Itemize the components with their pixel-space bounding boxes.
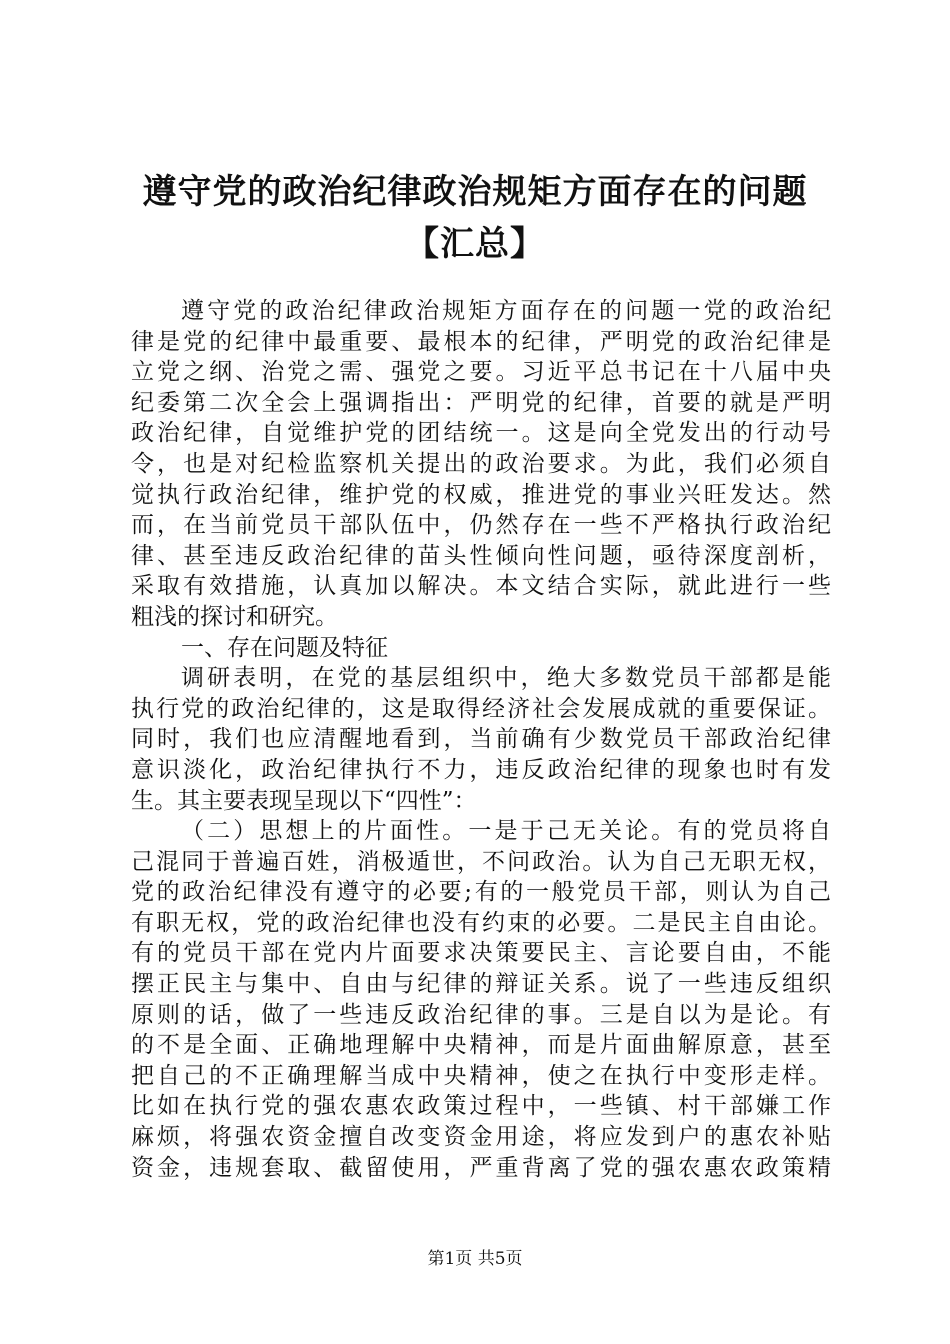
paragraph-line: 摆正民主与集中、自由与纪律的辩证关系。说了一些违反组织 — [131, 971, 831, 998]
paragraph-line: 执行党的政治纪律的，这是取得经济社会发展成就的重要保证。 — [131, 695, 831, 722]
paragraph-line: 党的政治纪律没有遵守的必要;有的一般党员干部，则认为自己 — [131, 879, 831, 906]
paragraph-line: （二）思想上的片面性。一是于己无关论。有的党员将自 — [181, 818, 831, 845]
section-heading: 一、存在问题及特征 — [181, 634, 388, 661]
document-body — [131, 296, 831, 1183]
paragraph-line: 有职无权，党的政治纪律也没有约束的必要。二是民主自由论。 — [131, 909, 831, 936]
paragraph-line: 令，也是对纪检监察机关提出的政治要求。为此，我们必须自 — [131, 450, 831, 477]
paragraph-line: 觉执行政治纪律，维护党的权威，推进党的事业兴旺发达。然 — [131, 481, 831, 508]
paragraph-line: 的不是全面、正确地理解中央精神，而是片面曲解原意，甚至 — [131, 1032, 831, 1059]
paragraph-line: 己混同于普遍百姓，消极遁世，不问政治。认为自己无职无权， — [131, 848, 831, 875]
page-footer: 第1页 共5页 — [427, 1249, 523, 1269]
paragraph-line: 生。其主要表现呈现以下“四性”： — [131, 787, 477, 814]
paragraph-line: 政治纪律，自觉维护党的团结统一。这是向全党发出的行动号 — [131, 420, 831, 447]
paragraph-line: 采取有效措施，认真加以解决。本文结合实际，就此进行一些 — [131, 573, 831, 600]
document-title-line-2: 【汇总】 — [405, 224, 545, 264]
paragraph-line: 粗浅的探讨和研究。 — [131, 603, 338, 630]
paragraph-line: 把自己的不正确理解当成中央精神，使之在执行中变形走样。 — [131, 1062, 831, 1089]
paragraph-line: 遵守党的政治纪律政治规矩方面存在的问题一党的政治纪 — [181, 298, 831, 324]
paragraph-line: 麻烦，将强农资金擅自改变资金用途，将应发到户的惠农补贴 — [131, 1124, 831, 1151]
paragraph-line: 纪委第二次全会上强调指出：严明党的纪律，首要的就是严明 — [131, 389, 831, 416]
paragraph-line: 立党之纲、治党之需、强党之要。习近平总书记在十八届中央 — [131, 359, 831, 386]
paragraph-line: 律是党的纪律中最重要、最根本的纪律，严明党的政治纪律是 — [131, 328, 831, 355]
paragraph-line: 而，在当前党员干部队伍中，仍然存在一些不严格执行政治纪 — [131, 512, 831, 539]
paragraph-line: 律、甚至违反政治纪律的苗头性倾向性问题，亟待深度剖析， — [131, 542, 831, 569]
paragraph-line: 比如在执行党的强农惠农政策过程中，一些镇、村干部嫌工作 — [131, 1093, 831, 1120]
paragraph-line: 资金，违规套取、截留使用，严重背离了党的强农惠农政策精 — [131, 1154, 831, 1181]
document-title-line-1: 遵守党的政治纪律政治规矩方面存在的问题 — [142, 172, 808, 212]
paragraph-line: 意识淡化，政治纪律执行不力，违反政治纪律的现象也时有发 — [131, 756, 831, 783]
paragraph-line: 调研表明，在党的基层组织中，绝大多数党员干部都是能 — [181, 665, 831, 692]
paragraph-line: 同时，我们也应清醒地看到，当前确有少数党员干部政治纪律 — [131, 726, 831, 753]
paragraph-line: 有的党员干部在党内片面要求决策要民主、言论要自由，不能 — [131, 940, 831, 967]
paragraph-line: 原则的话，做了一些违反政治纪律的事。三是自以为是论。有 — [131, 1001, 831, 1028]
